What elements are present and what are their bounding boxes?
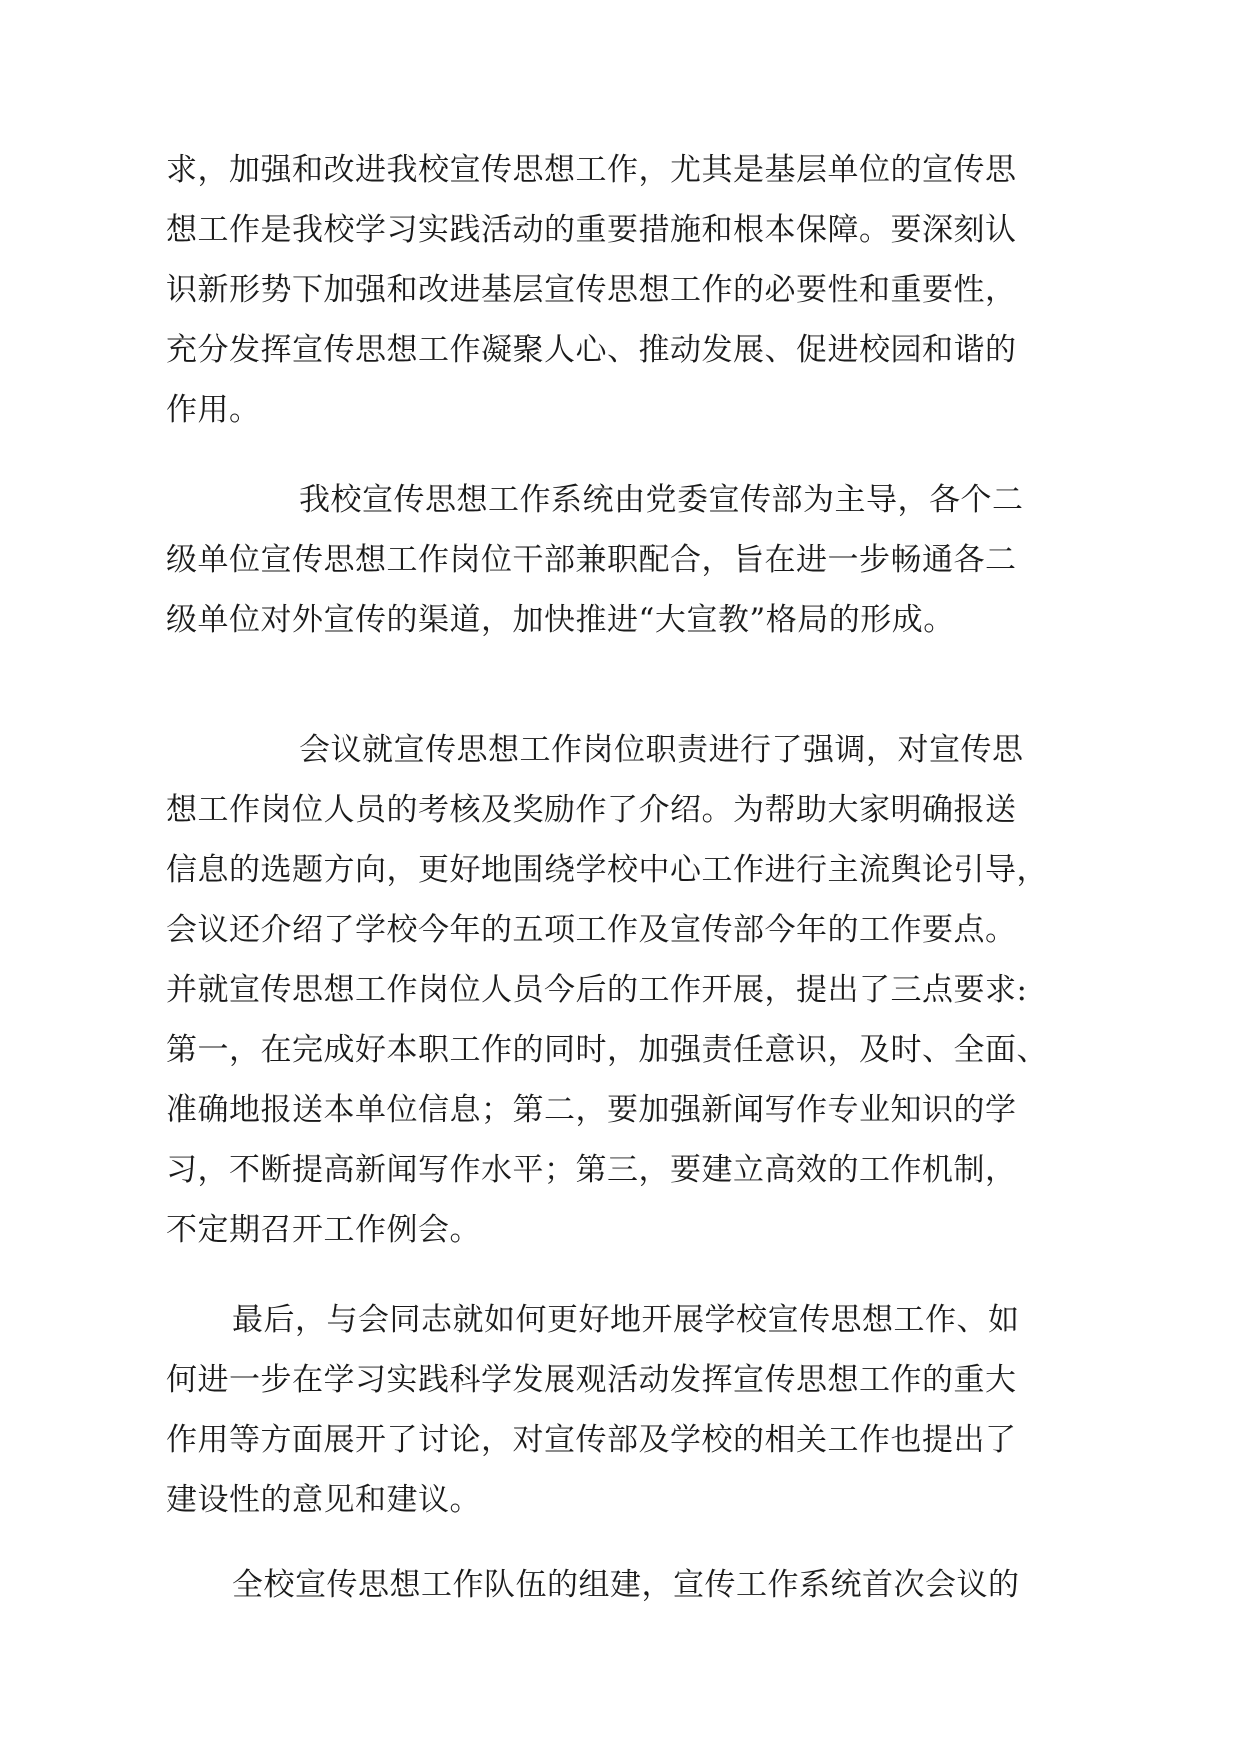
text-line: 第一，在完成好本职工作的同时，加强责任意识，及时、全面、 [166, 1032, 1048, 1068]
text-line: 不定期召开工作例会。 [166, 1212, 481, 1248]
text-line: 想工作是我校学习实践活动的重要措施和根本保障。要深刻认 [166, 212, 1017, 248]
text-line: 准确地报送本单位信息；第二，要加强新闻写作专业知识的学 [166, 1092, 1017, 1128]
text-line: 并就宣传思想工作岗位人员今后的工作开展，提出了三点要求: [166, 972, 1028, 1008]
text-line: 会议还介绍了学校今年的五项工作及宣传部今年的工作要点。 [166, 912, 1017, 948]
text-line: 最后，与会同志就如何更好地开展学校宣传思想工作、如 [232, 1302, 1020, 1338]
text-line: 我校宣传思想工作系统由党委宣传部为主导，各个二 [299, 482, 1024, 518]
text-line: 信息的选题方向，更好地围绕学校中心工作进行主流舆论引导， [166, 852, 1048, 888]
text-line: 作用。 [166, 392, 261, 428]
text-line: 建设性的意见和建议。 [166, 1482, 481, 1518]
text-line: 作用等方面展开了讨论，对宣传部及学校的相关工作也提出了 [166, 1422, 1017, 1458]
text-line: 全校宣传思想工作队伍的组建，宣传工作系统首次会议的 [232, 1567, 1020, 1603]
text-line: 会议就宣传思想工作岗位职责进行了强调，对宣传思 [299, 732, 1024, 768]
text-line: 何进一步在学习实践科学发展观活动发挥宣传思想工作的重大 [166, 1362, 1017, 1398]
text-line: 级单位宣传思想工作岗位干部兼职配合，旨在进一步畅通各二 [166, 542, 1017, 578]
text-line: 求，加强和改进我校宣传思想工作，尤其是基层单位的宣传思 [166, 152, 1017, 188]
text-line: 习，不断提高新闻写作水平；第三，要建立高效的工作机制， [166, 1152, 1017, 1188]
text-line: 充分发挥宣传思想工作凝聚人心、推动发展、促进校园和谐的 [166, 332, 1017, 368]
text-line: 级单位对外宣传的渠道，加快推进“大宣教”格局的形成。 [166, 602, 955, 638]
text-line: 想工作岗位人员的考核及奖励作了介绍。为帮助大家明确报送 [166, 792, 1017, 828]
text-line: 识新形势下加强和改进基层宣传思想工作的必要性和重要性， [166, 272, 1017, 308]
